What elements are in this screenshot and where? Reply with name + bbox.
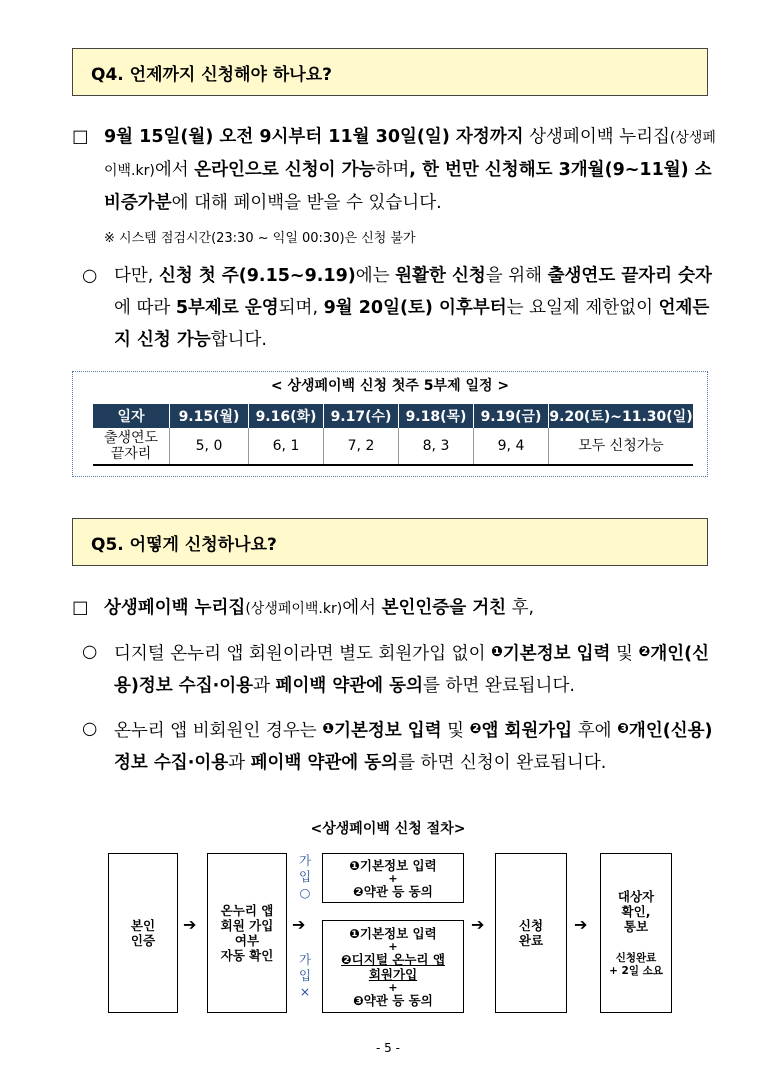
- page-number: - 5 -: [376, 1041, 400, 1055]
- schedule-cell: 모두 신청가능: [549, 428, 694, 465]
- schedule-row: [93, 428, 693, 465]
- schedule-header: 9.16(화): [249, 404, 324, 428]
- q4-heading-box: [72, 48, 708, 96]
- circle-bullet-icon: ○: [82, 266, 98, 286]
- flow-arrow-icon: ➔: [574, 915, 588, 934]
- flow-arrow-icon: ➔: [471, 915, 485, 934]
- circle-bullet-icon: ○: [82, 719, 98, 739]
- q4-paragraph-2: ○ 다만, 신청 첫 주(9.15~9.19)에는 원활한 신청을 위해 출생연도 끝자리 숫자에 따라 5부제로 운영되며, 9월 20일(토) 이후부터는 요일제 제한없이 언제든지 신청 가능합니다.: [72, 260, 717, 356]
- q5-heading: Q5. 어떻게 신청하나요?: [91, 534, 277, 555]
- flow-box-member-check: 온누리 앱 회원 가입 여부 자동 확인: [207, 853, 287, 1013]
- schedule-header: 일자: [93, 404, 170, 428]
- q5-heading-box: [72, 518, 708, 566]
- flow-box-not-joined-steps: ❶기본정보 입력 + ❷디지털 온누리 앱 회원가입 + ❸약관 등 동의: [322, 920, 464, 1013]
- schedule-cell: 6, 1: [249, 428, 324, 465]
- schedule-row-label: 출생연도 끝자리: [93, 428, 170, 465]
- flow-arrow-icon: ➔: [183, 915, 197, 934]
- schedule-header: 9.20(토)~11.30(일): [549, 404, 694, 428]
- schedule-header: 9.18(목): [399, 404, 474, 428]
- schedule-title: < 상생페이백 신청 첫주 5부제 일정 >: [270, 378, 510, 394]
- schedule-cell: 8, 3: [399, 428, 474, 465]
- square-bullet-icon: □: [72, 598, 89, 618]
- maintenance-note: ※ 시스템 점검시간(23:30 ~ 익일 00:30)은 신청 불가: [104, 231, 416, 246]
- q4-heading: Q4. 언제까지 신청해야 하나요?: [91, 64, 332, 85]
- flow-box-identity-verification: 본인 인증: [108, 853, 178, 1013]
- flow-title: <상생페이백 신청 절차>: [310, 821, 466, 837]
- schedule-cell: 5, 0: [170, 428, 249, 465]
- flow-box-notification: 대상자 확인, 통보 신청완료 + 2일 소요: [600, 853, 672, 1013]
- schedule-header: 9.19(금): [474, 404, 549, 428]
- q5-paragraph-2: ○ 디지털 온누리 앱 회원이라면 별도 회원가입 없이 ❶기본정보 입력 및 ❷개인(신용)정보 수집·이용과 페이백 약관에 동의를 하면 완료됩니다.: [72, 636, 717, 702]
- flow-box-joined-steps: ❶기본정보 입력 + ❷약관 등 동의: [322, 853, 464, 903]
- q5-paragraph-3: ○ 온누리 앱 비회원인 경우는 ❶기본정보 입력 및 ❷앱 회원가입 후에 ❸개인(신용)정보 수집·이용과 페이백 약관에 동의를 하면 신청이 완료됩니다.: [72, 713, 717, 779]
- schedule-header: 9.17(수): [324, 404, 399, 428]
- joined-label: 가 입 ○: [298, 853, 312, 900]
- flow-arrow-icon: ➔: [292, 915, 306, 934]
- schedule-table: [93, 404, 693, 466]
- schedule-header-row: [93, 404, 693, 428]
- square-bullet-icon: □: [72, 127, 89, 147]
- flow-box-application-complete: 신청 완료: [495, 853, 567, 1013]
- circle-bullet-icon: ○: [82, 642, 98, 662]
- schedule-header: 9.15(월): [170, 404, 249, 428]
- schedule-cell: 7, 2: [324, 428, 399, 465]
- q4-paragraph-1: □ 9월 15일(월) 오전 9시부터 11월 30일(일) 자정까지 상생페이백 누리집(상생페이백.kr)에서 온라인으로 신청이 가능하며, 한 번만 신청해도 3개월(9~11월) 소비증가분에 대해 페이백을 받을 수 있습니다.: [72, 121, 717, 219]
- schedule-box: [72, 371, 708, 477]
- q5-paragraph-1: □ 상생페이백 누리집(상생페이백.kr)에서 본인인증을 거친 후,: [72, 592, 717, 625]
- not-joined-label: 가 입 ×: [298, 952, 312, 999]
- schedule-cell: 9, 4: [474, 428, 549, 465]
